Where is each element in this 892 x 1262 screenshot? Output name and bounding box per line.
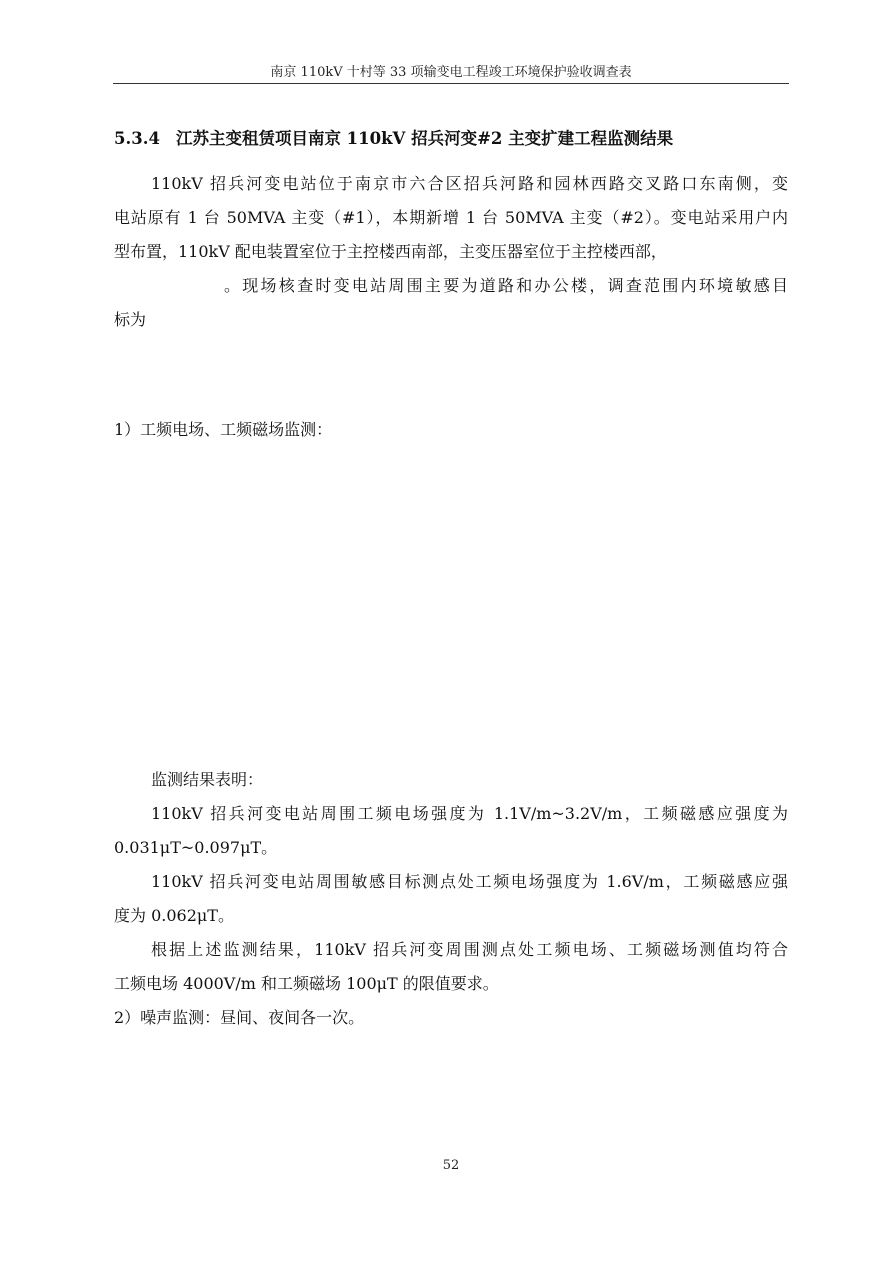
results-block xyxy=(114,763,788,1035)
results-heading: 监测结果表明： xyxy=(151,770,264,789)
intro-line: 110kV 招兵河变电站位于南京市六合区招兵河路和园林西路交叉路口东南侧，变 xyxy=(151,174,788,193)
intro-line: 。现场核查时变电站周围主要为道路和办公楼，调查范围内环境敏感目 xyxy=(224,276,788,295)
intro-line: 标为 xyxy=(114,310,147,329)
running-header: 南京 110kV 十村等 33 项输变电工程竣工环境保护验收调查表 xyxy=(270,65,632,80)
intro-line: 型布置，110kV 配电装置室位于主控楼西南部，主变压器室位于主控楼西部， xyxy=(114,242,667,261)
results-line: 根据上述监测结果，110kV 招兵河变周围测点处工频电场、工频磁场测值均符合 xyxy=(151,940,788,959)
results-line: 0.031μT~0.097μT。 xyxy=(114,838,278,857)
item1-block xyxy=(114,413,788,447)
header-rule xyxy=(113,83,789,84)
section-heading xyxy=(114,128,673,150)
results-line: 工频电场 4000V/m 和工频磁场 100μT 的限值要求。 xyxy=(114,974,499,993)
section-title-text: 江苏主变租赁项目南京 110kV 招兵河变#2 主变扩建工程监测结果 xyxy=(175,129,674,148)
item2-heading: 2）噪声监测：昼间、夜间各一次。 xyxy=(114,1008,365,1027)
section-number: 5.3.4 xyxy=(114,129,160,148)
intro-line: 电站原有 1 台 50MVA 主变（#1），本期新增 1 台 50MVA 主变（#2）。变电站采用户内 xyxy=(114,208,788,227)
intro-paragraph xyxy=(114,167,788,337)
results-line: 度为 0.062μT。 xyxy=(114,906,234,925)
results-line: 110kV 招兵河变电站周围敏感目标测点处工频电场强度为 1.6V/m，工频磁感应强 xyxy=(151,872,788,891)
page-number: 52 xyxy=(442,1158,460,1173)
results-line: 110kV 招兵河变电站周围工频电场强度为 1.1V/m~3.2V/m，工频磁感应强度为 xyxy=(151,804,788,823)
item1-heading: 1）工频电场、工频磁场监测： xyxy=(114,420,333,439)
